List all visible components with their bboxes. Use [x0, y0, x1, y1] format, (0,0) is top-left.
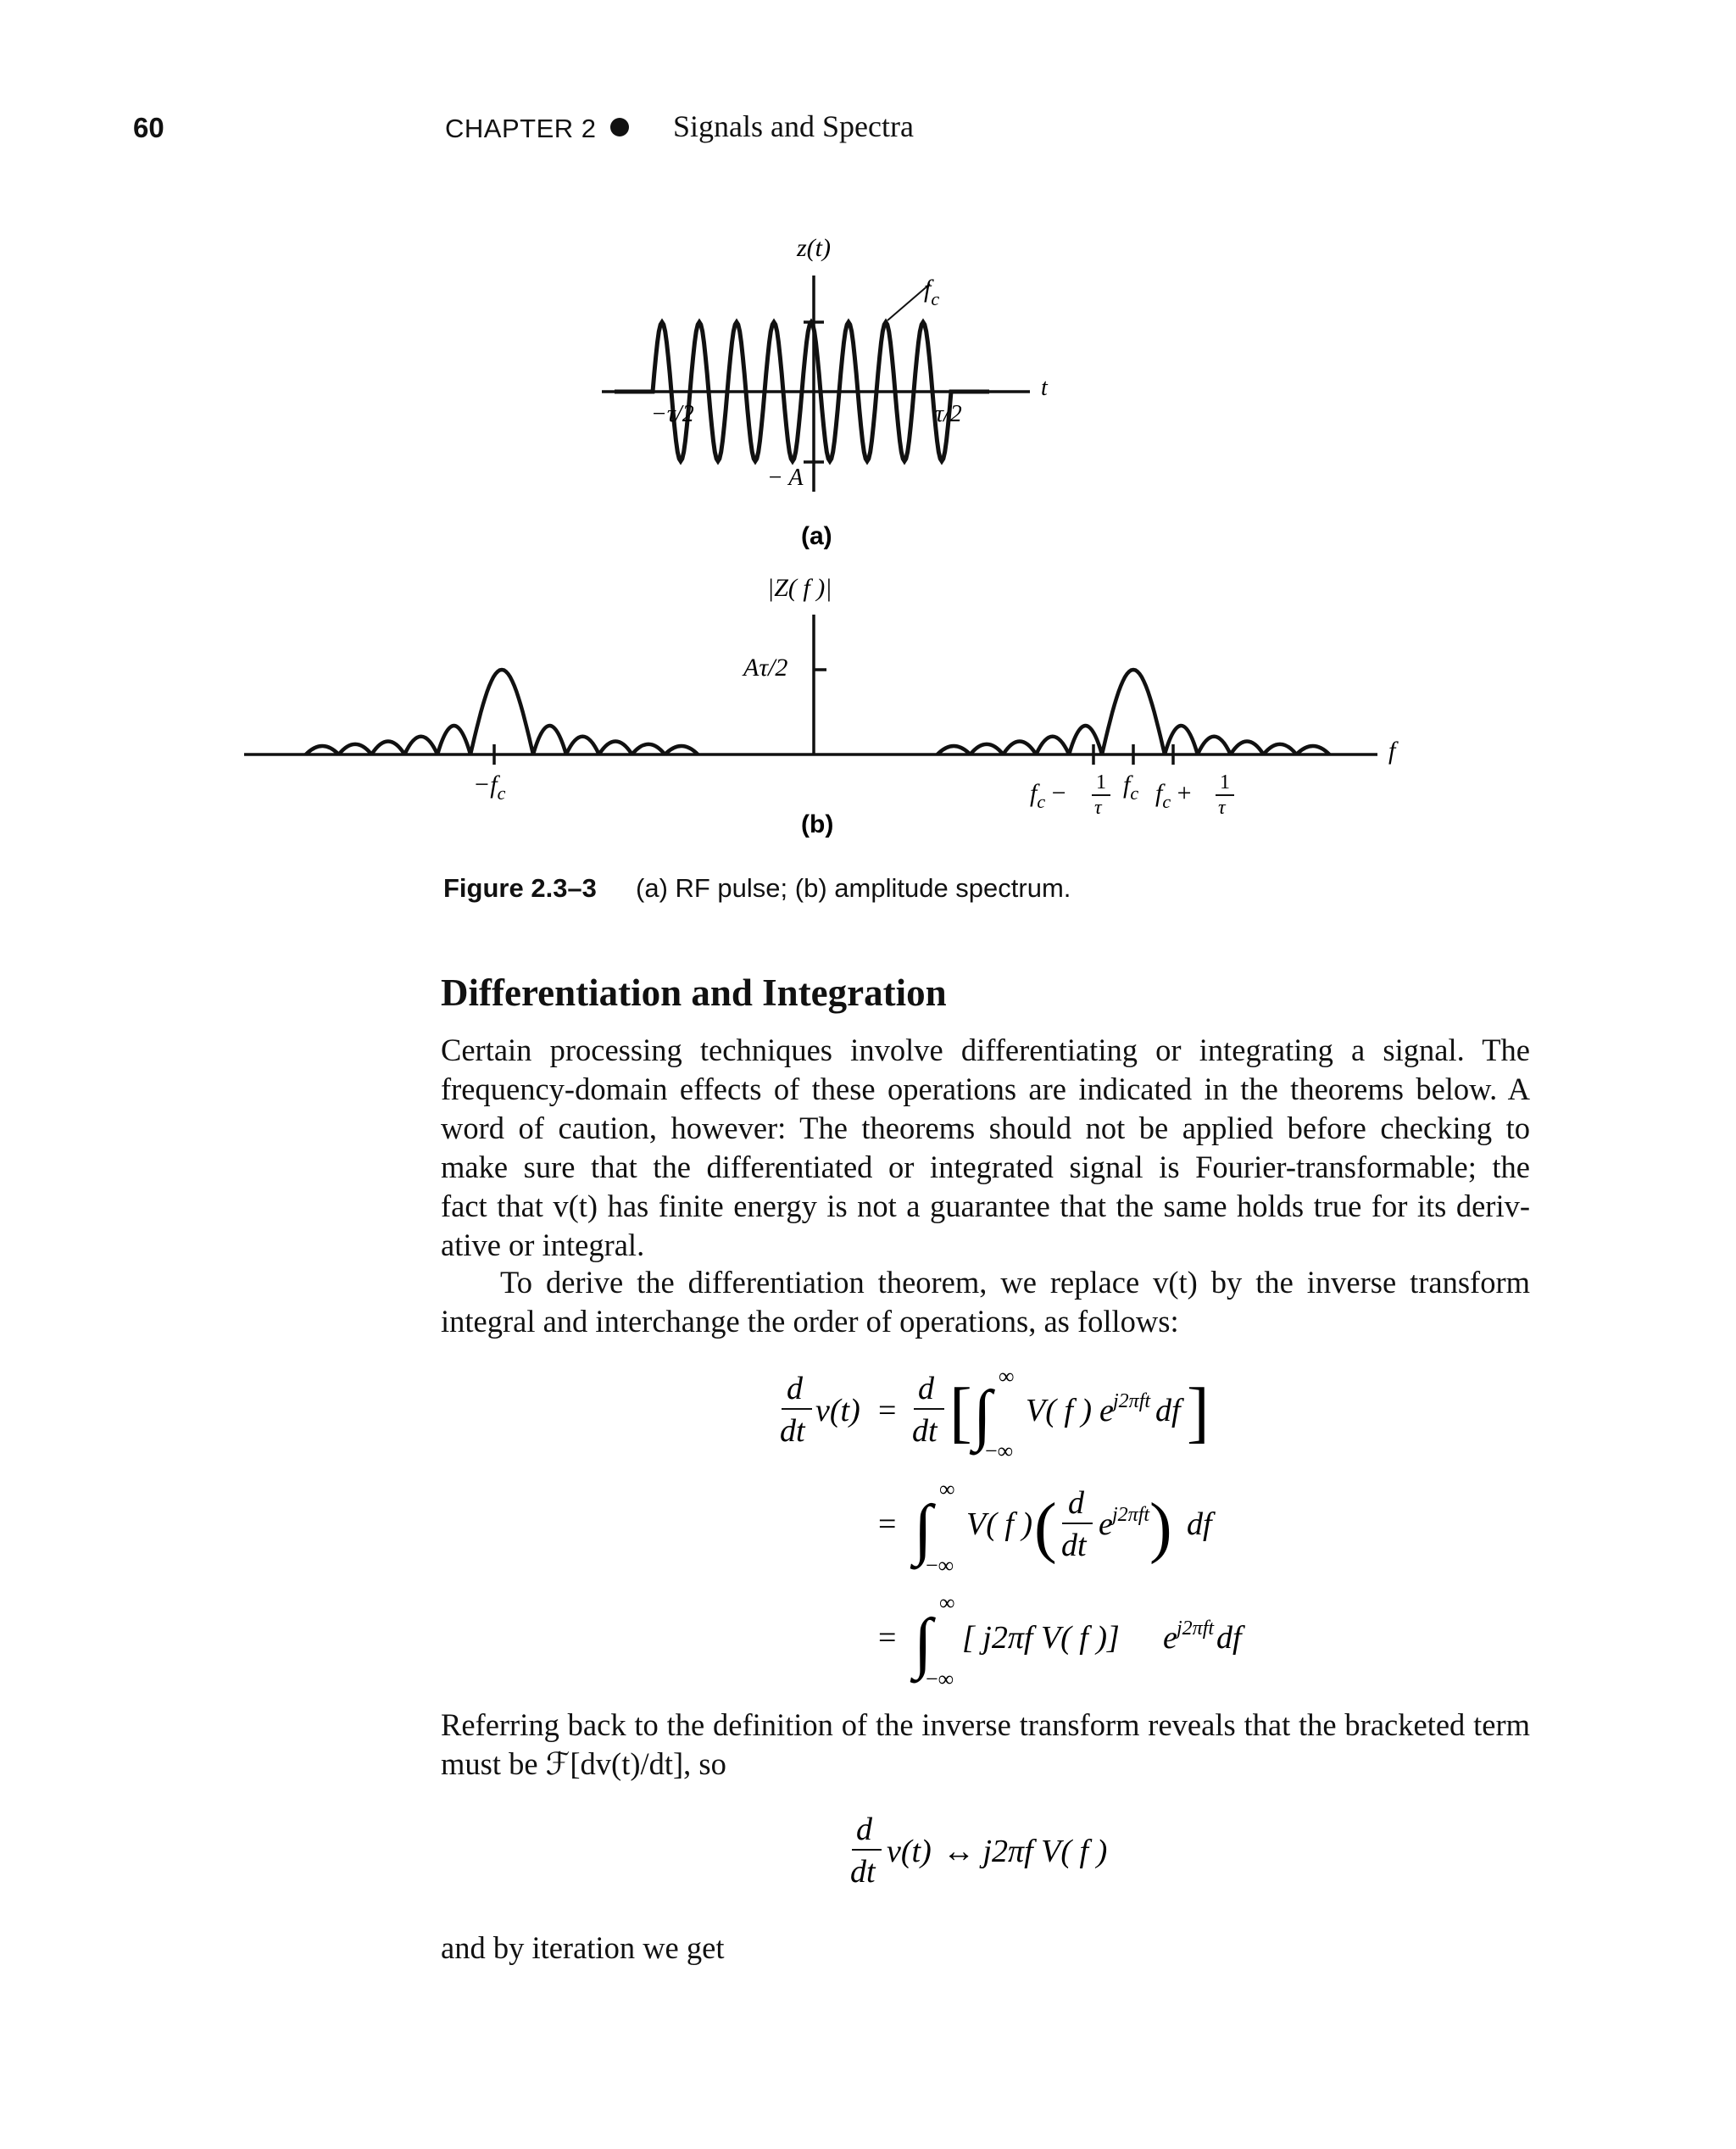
eq1-e: e	[1099, 1393, 1114, 1428]
eq2-lparen: (	[1034, 1490, 1057, 1565]
eq1-dt: dt	[780, 1413, 805, 1449]
panel-a-left-tick: −τ/2	[651, 401, 694, 427]
rf-pulse-waveform	[615, 322, 989, 461]
eq3-exp: j2πft	[1177, 1617, 1215, 1640]
eq2-d: d	[1068, 1485, 1084, 1521]
eq1-dt2: dt	[912, 1413, 938, 1449]
eq2-eq: =	[878, 1506, 897, 1542]
eq2-lower: −∞	[926, 1553, 954, 1578]
para1-line: fact that v(t) has finite energy is not a guarantee that the same holds true for its deriv-	[441, 1189, 1530, 1223]
eq1-d2: d	[918, 1371, 934, 1406]
eq2-df: df	[1187, 1506, 1212, 1542]
panel-a-neg-amp: − A	[767, 465, 804, 491]
eq3-e: e	[1163, 1620, 1177, 1656]
eq2-upper: ∞	[939, 1477, 955, 1501]
eq4-vt: v(t)	[887, 1834, 932, 1869]
eq1-lbracket: [	[949, 1375, 972, 1450]
para1-line: ative or integral.	[441, 1228, 645, 1262]
page-number: 60	[133, 112, 164, 143]
paragraph-2: To derive the differentiation theorem, we replace v(t) by the inverse transform integral and interchange the order of operations, as follows:	[441, 1265, 1530, 1339]
eq3-eq: =	[878, 1620, 897, 1656]
para1-line: make sure that the differentiated or integrated signal is Fourier-transformable; the	[441, 1150, 1530, 1184]
label-neg-fc: $-f_c$	[473, 771, 506, 804]
eq1-Vf: V( f )	[1026, 1393, 1093, 1428]
spectrum-positive-lobes	[938, 670, 1330, 754]
figure-caption-text: (a) RF pulse; (b) amplitude spectrum.	[636, 873, 1071, 903]
eq1-df: df	[1155, 1393, 1181, 1428]
section-title: Differentiation and Integration	[441, 972, 947, 1014]
fc-leader-line	[887, 284, 930, 320]
panel-a-fc-label: $f_c$	[924, 275, 940, 309]
eq2-Vf: V( f )	[966, 1506, 1033, 1542]
eq1-upper: ∞	[999, 1364, 1015, 1389]
eq1-integral: ∫	[973, 1378, 992, 1452]
frac-num-1: 1	[1096, 771, 1106, 793]
frac-num-2: 1	[1220, 771, 1230, 793]
eq3-integral: ∫	[914, 1606, 932, 1680]
label-fc: $f_c$	[1123, 771, 1139, 804]
frac-den-2: τ	[1218, 797, 1226, 819]
panel-a-ylabel: z(t)	[797, 234, 831, 262]
label-fc-plus: $f_c$ +	[1155, 779, 1192, 812]
para1-line: word of caution, however: The theorems should not be applied before checking to	[441, 1111, 1530, 1145]
panel-b-spectrum	[244, 615, 1377, 765]
eq2-rparen: )	[1149, 1490, 1172, 1565]
para1-line: frequency-domain effects of these operations are indicated in the theorems below. A	[441, 1072, 1530, 1106]
label-fc-minus: $f_c$ −	[1030, 779, 1066, 812]
eq2-exp: j2πft	[1112, 1504, 1150, 1526]
spectrum-negative-lobes	[306, 670, 698, 754]
eq2-integral: ∫	[914, 1492, 932, 1567]
paragraph-1	[441, 1031, 1530, 1265]
chapter-label: CHAPTER 2	[445, 114, 597, 143]
panel-a-label: (a)	[801, 522, 832, 550]
eq1-rbracket: ]	[1187, 1375, 1210, 1450]
panel-b-label: (b)	[801, 810, 834, 838]
panel-b-xlabel: f	[1388, 737, 1396, 765]
panel-a-rf-pulse	[602, 276, 1030, 492]
paragraph-3: Referring back to the definition of the inverse transform reveals that the bracketed term must be ℱ[dv(t)/dt], so	[441, 1707, 1530, 1781]
panel-a-right-tick: τ/2	[935, 401, 962, 427]
bullet-separator	[610, 118, 629, 136]
frac-den-1: τ	[1094, 797, 1102, 819]
eq3-bracket: [ j2πf V( f )]	[962, 1620, 1120, 1656]
para1-line: Certain processing techniques involve differentiating or integrating a signal. The	[441, 1033, 1530, 1067]
eq3-df: df	[1216, 1620, 1242, 1656]
eq1-eq: =	[878, 1393, 897, 1428]
figure-caption-number: Figure 2.3–3	[443, 873, 597, 903]
eq1-vt: v(t)	[815, 1393, 860, 1428]
eq3-upper: ∞	[939, 1590, 955, 1615]
eq2-e: e	[1099, 1506, 1113, 1542]
eq1-d: d	[787, 1371, 803, 1406]
panel-b-peak-label: Aτ/2	[743, 654, 788, 682]
panel-b-ylabel: |Z( f )|	[767, 574, 832, 602]
eq4-result: ↔ j2πf V( f )	[943, 1834, 1108, 1869]
eq3-lower: −∞	[926, 1667, 954, 1691]
eq4-d: d	[856, 1812, 872, 1847]
eq2-dt: dt	[1061, 1528, 1087, 1563]
panel-a-xlabel: t	[1041, 375, 1048, 401]
equation-block	[780, 1364, 1245, 1890]
chapter-title: Signals and Spectra	[673, 109, 914, 143]
paragraph-4: and by iteration we get	[441, 1930, 725, 1965]
eq4-dt: dt	[850, 1854, 876, 1890]
eq1-exp: j2πft	[1113, 1390, 1151, 1412]
eq1-lower: −∞	[985, 1439, 1014, 1463]
